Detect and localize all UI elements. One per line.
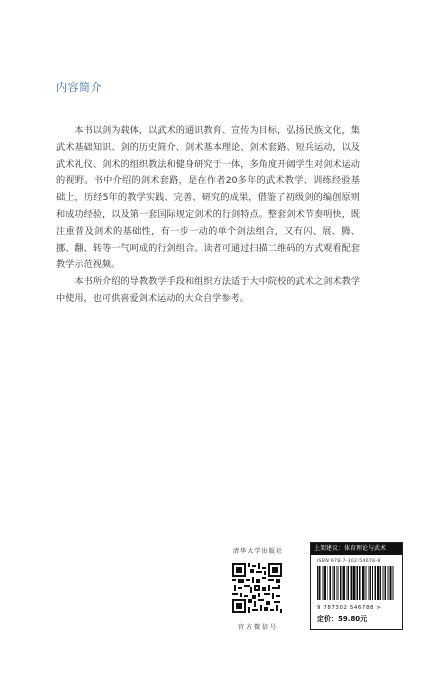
isbn-digits: 9 787302 546788 > (317, 605, 382, 611)
barcode-box (310, 542, 403, 630)
qr-caption: 官方微信号 (237, 624, 278, 631)
section-title: 内容简介 (56, 81, 102, 94)
body-text (56, 123, 360, 308)
price-label: 定价：59.80元 (317, 615, 368, 623)
paragraph-1: 本书以剑为载体，以武术的通识教育、宣传为目标，弘扬民族文化，集武术基础知识、剑的历史简介、剑术基本理论、剑术套路、短兵运动，以及武术礼仪、剑术的组织教法和健身研究于一体，多角度开阔学生对剑术运动的视野。书中介绍的剑术套路，是在作者20多年的武术教学、训练经验基础上，历经5年的教学实践、完善、研究的成果，借鉴了初级剑的编创原则和成功经验，以及第一套国际规定剑术的行剑特点。整套剑术节奏明快，既注重普及剑术的基础性，有一步一动的单个剑法组合，又有闪、展、腾、挪、翻、转等一气呵成的行剑组合。读者可通过扫描二维码的方式观看配套教学示范视频。 (56, 125, 360, 271)
isbn-text: ISBN 978-7-302-54678-8 (317, 559, 381, 564)
paragraph-2: 本书所介绍的导教教学手段和组织方法适于大中院校的武术之剑术教学中使用，也可供喜爱剑术运动的大众自学参考。 (56, 276, 360, 304)
barcode-icon (317, 566, 395, 600)
qr-code-icon[interactable] (232, 563, 282, 613)
shelf-label: 上架建议：体育理论与武术 (311, 543, 402, 555)
publisher-name: 清华大学出版社 (232, 548, 284, 555)
